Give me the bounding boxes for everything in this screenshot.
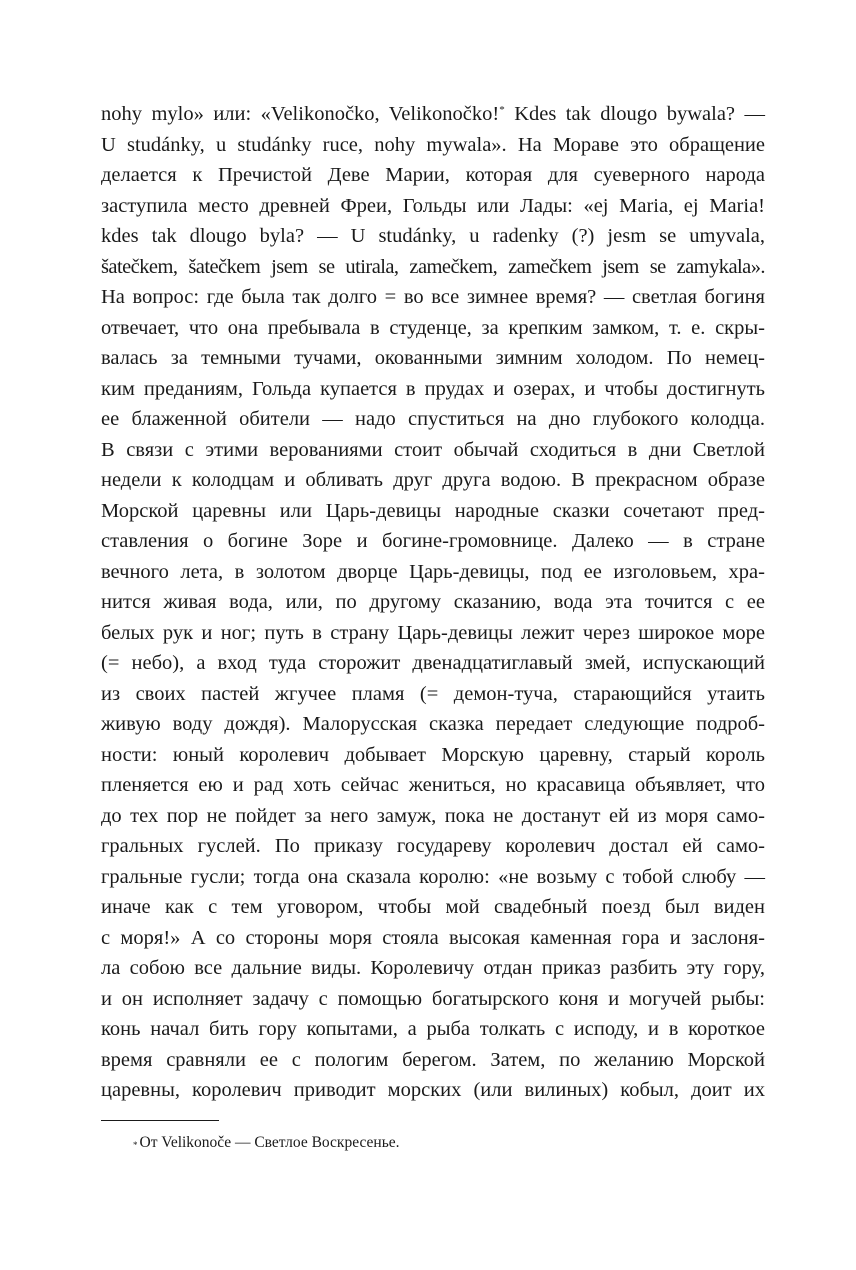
text-line-3: делается к Пречистой Деве Марии, которая для суеверного народа (101, 164, 765, 186)
text-line-4: заступила место древней Фреи, Гольды или Лады: «ej Maria, ej Maria! (101, 194, 765, 217)
text-line-24: до тех пор не пойдет за него замуж, пока не достанут ей из моря само- (101, 804, 765, 827)
text-line-22: ности: юный королевич добывает Морскую царевну, старый король (101, 743, 765, 766)
text-line-21: живую воду дождя). Малорусская сказка передает следующие подроб- (101, 713, 765, 735)
text-line-12: В связи с этими верованиями стоит обычай сходиться в дни Светлой (101, 438, 765, 461)
footnote-marker-ref: * (133, 1140, 138, 1150)
body-text (101, 99, 765, 1106)
text-line-6: šatečkem, šatečkem jsem se utirala, zamečkem, zamečkem jsem se zamykala». (101, 255, 765, 278)
text-line-2: U studánky, u studánky ruce, nohy mywala». На Мораве это обращение (101, 133, 765, 156)
text-line-20: из своих пастей жгучее пламя (= демон-туча, старающийся утаить (101, 682, 765, 705)
footnote-text: От Velikonoče — Светлое Воскресенье. (139, 1134, 400, 1151)
text-line-25: гральных гуслей. По приказу государеву королевич достал ей само- (101, 835, 765, 857)
footnote-marker[interactable]: * (499, 104, 505, 116)
text-line-14: Морской царевны или Царь-девицы народные сказки сочетают пред- (101, 499, 765, 522)
text-line-19: (= небо), а вход туда сторожит двенадцатиглавый змей, испускающий (101, 652, 765, 674)
text-line-5: kdes tak dlougo byla? — U studánky, u radenky (?) jesm se umyvala, (101, 225, 765, 247)
text-line-8: отвечает, что она пребывала в студенце, за крепким замком, т. е. скры- (101, 316, 765, 339)
text-line-28: с моря!» А со стороны моря стояла высокая каменная гора и заслоня- (101, 926, 765, 949)
text-line-13: недели к колодцам и обливать друг друга водою. В прекрасном образе (101, 469, 765, 491)
text-line-30: и он исполняет задачу с помощью богатырского коня и могучей рыбы: (101, 987, 765, 1010)
text-line-27: иначе как с тем уговором, чтобы мой свадебный поезд был виден (101, 896, 765, 918)
text-line-9: валась за темными тучами, окованными зимним холодом. По немец- (101, 347, 765, 369)
text-line-29: ла собою все дальние виды. Королевичу отдан приказ разбить эту гору, (101, 957, 765, 979)
text-line-17: нится живая вода, или, по другому сказанию, вода эта точится с ее (101, 591, 765, 613)
text-line-15: ставления о богине Зоре и богине-громовнице. Далеко — в стране (101, 530, 765, 552)
text-line-18: белых рук и ног; путь в страну Царь-девицы лежит через широкое море (101, 621, 765, 644)
footnote-separator (101, 1120, 219, 1121)
text-line-11: ее блаженной обители — надо спуститься на дно глубокого колодца. (101, 408, 765, 430)
text-line-10: ким преданиям, Гольда купается в прудах и озерах, и чтобы достигнуть (101, 377, 765, 400)
text-line-32: время сравняли ее с пологим берегом. Затем, по желанию Морской (101, 1048, 765, 1071)
footnote (133, 1133, 400, 1153)
text-line-16: вечного лета, в золотом дворце Царь-девицы, под ее изголовьем, хра- (101, 560, 765, 583)
text-line-1: nohy mylo» или: «Velikonočko, Velikonočko!* Kdes tak dlougo bywala? — (101, 103, 765, 125)
text-line-7: На вопрос: где была так долго = во все зимнее время? — светлая богиня (101, 286, 765, 308)
text-line-33: царевны, королевич приводит морских (или вилиных) кобыл, доит их (101, 1079, 765, 1101)
text-line-26: гральные гусли; тогда она сказала королю: «не возьму с тобой слюбу — (101, 865, 765, 888)
text-line-31: конь начал бить гору копытами, а рыба толкать с исподу, и в короткое (101, 1018, 765, 1040)
text-line-23: пленяется ею и рад хоть сейчас жениться, но красавица объявляет, что (101, 774, 765, 796)
